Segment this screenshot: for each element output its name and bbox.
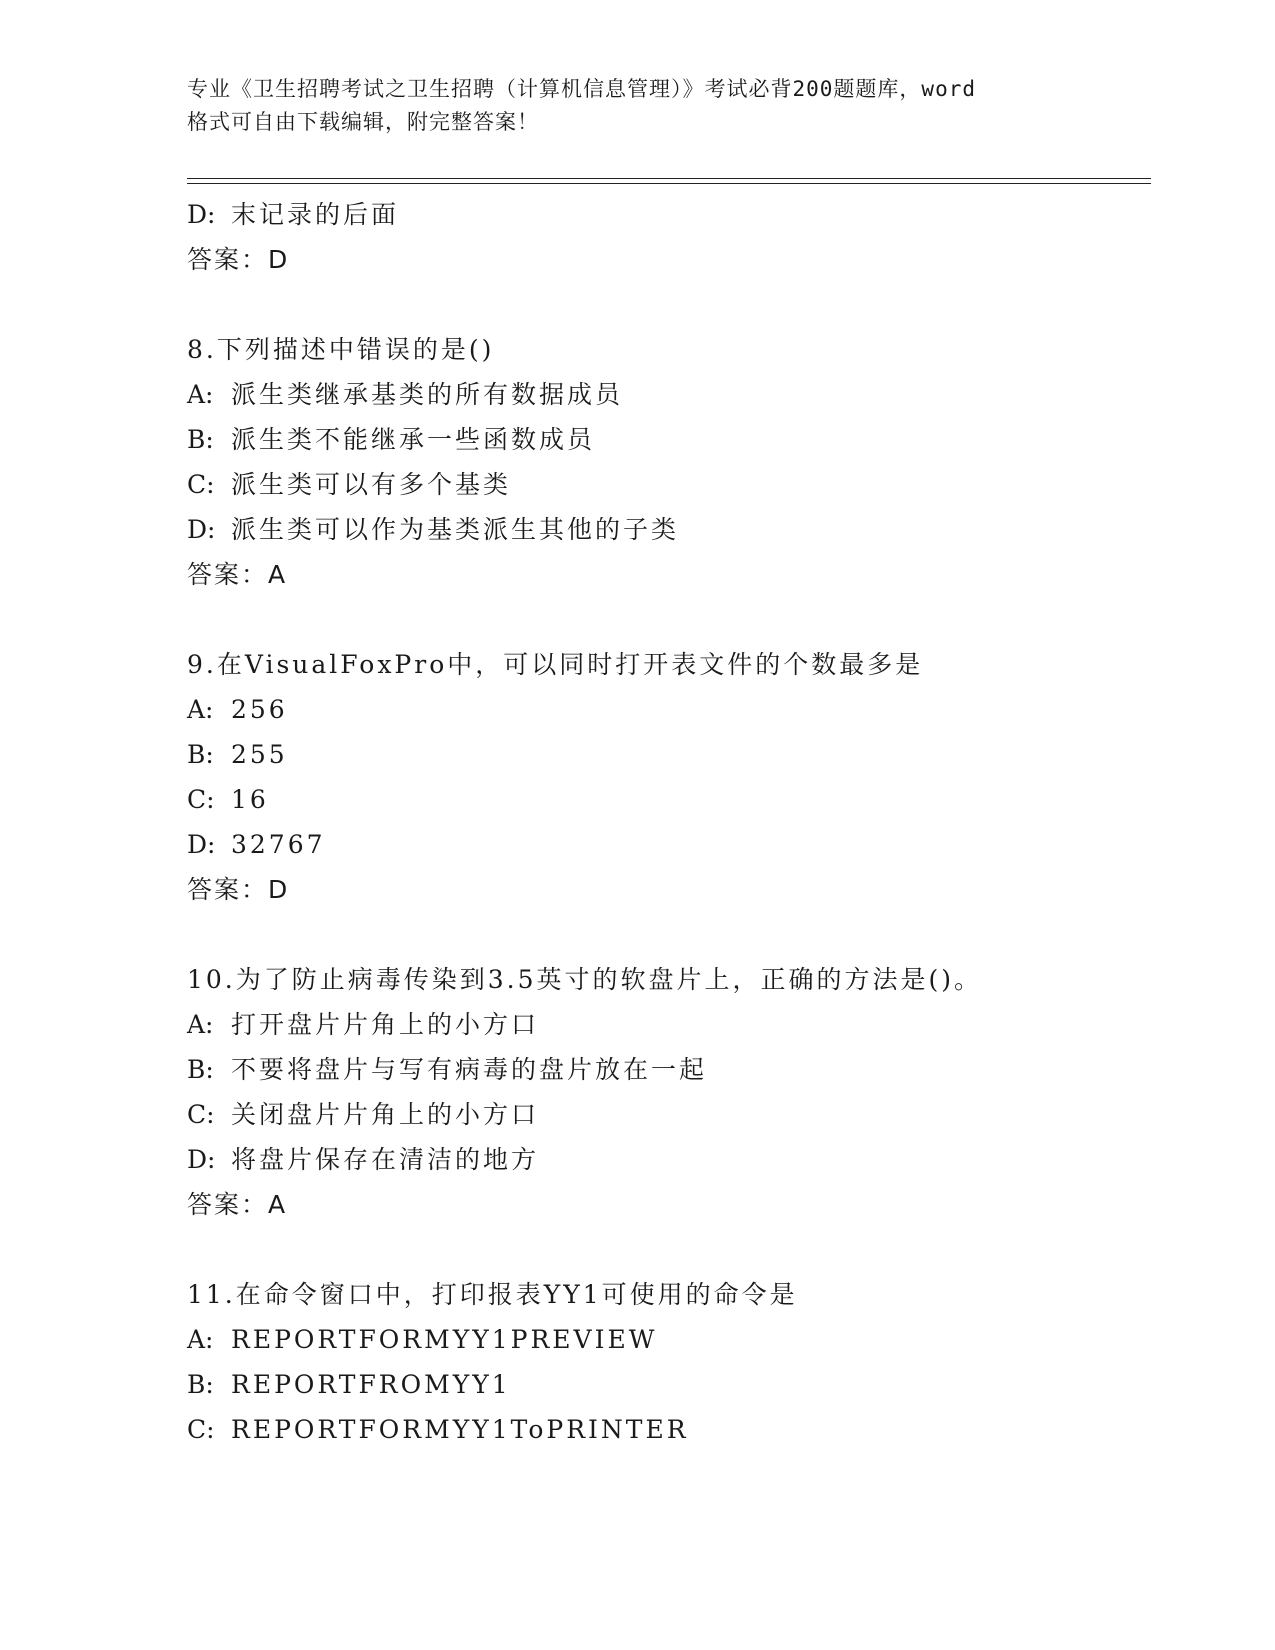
answer-text: 答案：A (187, 560, 288, 589)
question-list (187, 192, 1167, 1452)
option-label: A: (187, 380, 214, 409)
option-row (187, 1362, 1167, 1407)
block-spacer (187, 597, 1167, 642)
option-text: 32767 (231, 830, 326, 859)
question-text: 9.在VisualFoxPro中，可以同时打开表文件的个数最多是 (187, 650, 924, 679)
header-divider-top (187, 178, 1151, 179)
option-label: A: (187, 1325, 214, 1354)
block-spacer (187, 912, 1167, 957)
answer-text: 答案：A (187, 1190, 288, 1219)
option-text: REPORTFORMYY1ToPRINTER (231, 1415, 689, 1444)
option-row (187, 462, 1167, 507)
option-row (187, 1092, 1167, 1137)
option-row (187, 192, 1167, 237)
option-row (187, 1407, 1167, 1452)
option-text: 派生类继承基类的所有数据成员 (231, 380, 624, 409)
option-text: 将盘片保存在清洁的地方 (231, 1145, 540, 1174)
option-text: 末记录的后面 (231, 200, 400, 229)
option-row (187, 1317, 1167, 1362)
option-label: B: (187, 740, 214, 769)
option-row (187, 507, 1167, 552)
option-row (187, 1047, 1167, 1092)
option-row (187, 732, 1167, 777)
option-text: 派生类可以有多个基类 (231, 470, 512, 499)
option-label: A: (187, 695, 214, 724)
block-spacer (187, 282, 1167, 327)
question-block (187, 957, 1167, 1272)
option-label: B: (187, 1370, 214, 1399)
question-text: 11.在命令窗口中，打印报表YY1可使用的命令是 (187, 1280, 798, 1309)
option-text: 256 (231, 695, 288, 724)
document-header (187, 73, 1087, 139)
option-label: C: (187, 1100, 215, 1129)
option-row (187, 372, 1167, 417)
option-text: REPORTFROMYY1 (231, 1370, 511, 1399)
option-label: A: (187, 1010, 214, 1039)
answer-text: 答案：D (187, 875, 290, 904)
option-row (187, 687, 1167, 732)
block-spacer (187, 1227, 1167, 1272)
option-label: C: (187, 785, 215, 814)
question-block (187, 327, 1167, 642)
question-block (187, 642, 1167, 957)
question-text: 10.为了防止病毒传染到3.5英寸的软盘片上，正确的方法是()。 (187, 965, 983, 994)
option-row (187, 822, 1167, 867)
option-text: 16 (231, 785, 269, 814)
option-text: 关闭盘片片角上的小方口 (231, 1100, 540, 1129)
question-block (187, 1272, 1167, 1452)
option-label: D: (187, 830, 216, 859)
option-text: REPORTFORMYY1PREVIEW (231, 1325, 658, 1354)
option-label: D: (187, 515, 216, 544)
option-text: 不要将盘片与写有病毒的盘片放在一起 (231, 1055, 708, 1084)
header-divider-bottom (187, 183, 1151, 184)
header-line-1: 专业《卫生招聘考试之卫生招聘（计算机信息管理）》考试必背200题题库，word (187, 77, 976, 101)
option-row (187, 777, 1167, 822)
option-text: 255 (231, 740, 288, 769)
option-label: C: (187, 1415, 215, 1444)
option-text: 派生类不能继承一些函数成员 (231, 425, 596, 454)
answer-text: 答案：D (187, 245, 290, 274)
option-label: B: (187, 425, 214, 454)
question-text: 8.下列描述中错误的是() (187, 335, 495, 364)
question-block (187, 192, 1167, 327)
option-label: C: (187, 470, 215, 499)
option-label: B: (187, 1055, 214, 1084)
option-row (187, 1002, 1167, 1047)
option-row (187, 417, 1167, 462)
option-label: D: (187, 200, 216, 229)
header-line-2: 格式可自由下载编辑，附完整答案！ (187, 110, 539, 134)
option-text: 派生类可以作为基类派生其他的子类 (231, 515, 680, 544)
option-text: 打开盘片片角上的小方口 (231, 1010, 540, 1039)
option-row (187, 1137, 1167, 1182)
option-label: D: (187, 1145, 216, 1174)
